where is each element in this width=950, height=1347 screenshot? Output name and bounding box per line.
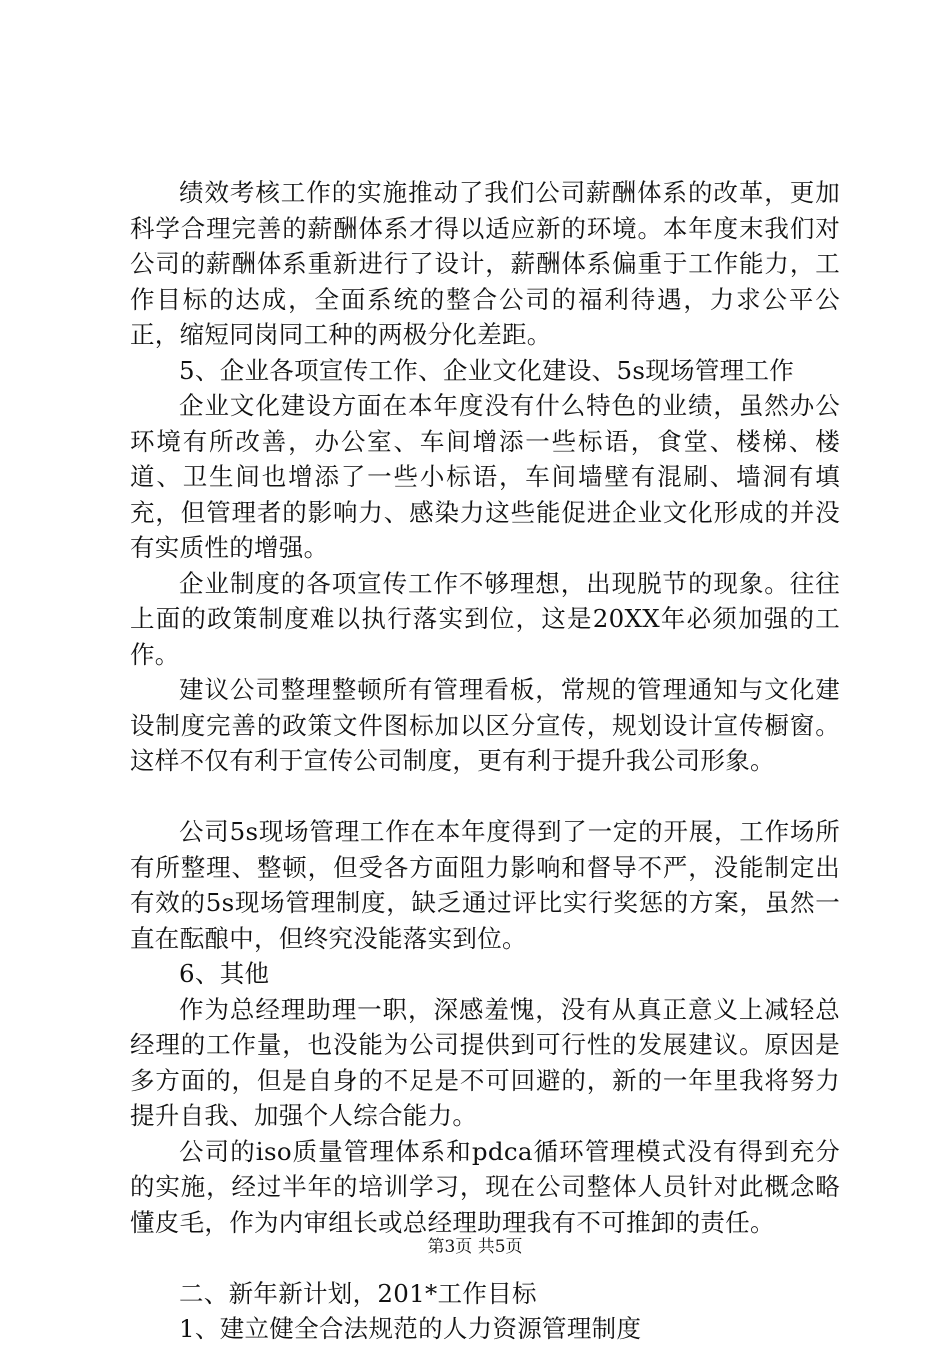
section-heading-hr-system: 1、建立健全合法规范的人力资源管理制度	[179, 1314, 642, 1343]
section-heading-new-year-plan: 二、新年新计划，201*工作目标	[179, 1278, 537, 1308]
document-body	[130, 175, 840, 1347]
paragraph-corporate-culture: 企业文化建设方面在本年度没有什么特色的业绩，虽然办公环境有所改善，办公室、车间增添一些标语，食堂、楼梯、楼道、卫生间也增添了一些小标语，车间墙壁有混刷、墙洞有填充，但管理者的影响力、感染力这些能促进企业文化形成的并没有实质性的增强。	[130, 391, 840, 562]
paragraph-5s-management: 公司5s现场管理工作在本年度得到了一定的开展，工作场所有所整理、整顿，但受各方面阻力影响和督导不严，没能制定出有效的5s现场管理制度，缺乏通过评比实行奖惩的方案，虽然一直在酝酿中，但终究没能落实到位。	[130, 817, 840, 953]
paragraph-management-boards: 建议公司整理整顿所有管理看板，常规的管理通知与文化建设制度完善的政策文件图标加以区分宣传，规划设计宣传橱窗。这样不仅有利于宣传公司制度，更有利于提升我公司形象。	[130, 675, 840, 775]
page-number-footer: 第3页 共5页	[427, 1237, 523, 1257]
section-heading-publicity-culture-5s: 5、企业各项宣传工作、企业文化建设、5s现场管理工作	[179, 355, 795, 385]
paragraph-iso-pdca: 公司的iso质量管理体系和pdca循环管理模式没有得到充分的实施，经过半年的培训学习，现在公司整体人员针对此概念略懂皮毛，作为内审组长或总经理助理我有不可推卸的责任。	[130, 1136, 840, 1237]
paragraph-salary-reform: 绩效考核工作的实施推动了我们公司薪酬体系的改革，更加科学合理完善的薪酬体系才得以适应新的环境。本年度末我们对公司的薪酬体系重新进行了设计，薪酬体系偏重于工作能力，工作目标的达成，全面系统的整合公司的福利待遇，力求公平公正，缩短同岗同工种的两极分化差距。	[130, 178, 840, 349]
paragraph-assistant-reflection: 作为总经理助理一职，深感羞愧，没有从真正意义上减轻总经理的工作量，也没能为公司提供到可行性的发展建议。原因是多方面的，但是自身的不足是不可回避的，新的一年里我将努力提升自我、加强个人综合能力。	[130, 994, 840, 1130]
paragraph-spacer	[130, 779, 840, 815]
section-heading-other: 6、其他	[179, 959, 270, 988]
paragraph-policy-publicity: 企业制度的各项宣传工作不够理想，出现脱节的现象。往往上面的政策制度难以执行落实到位，这是20XX年必须加强的工作。	[130, 568, 840, 669]
